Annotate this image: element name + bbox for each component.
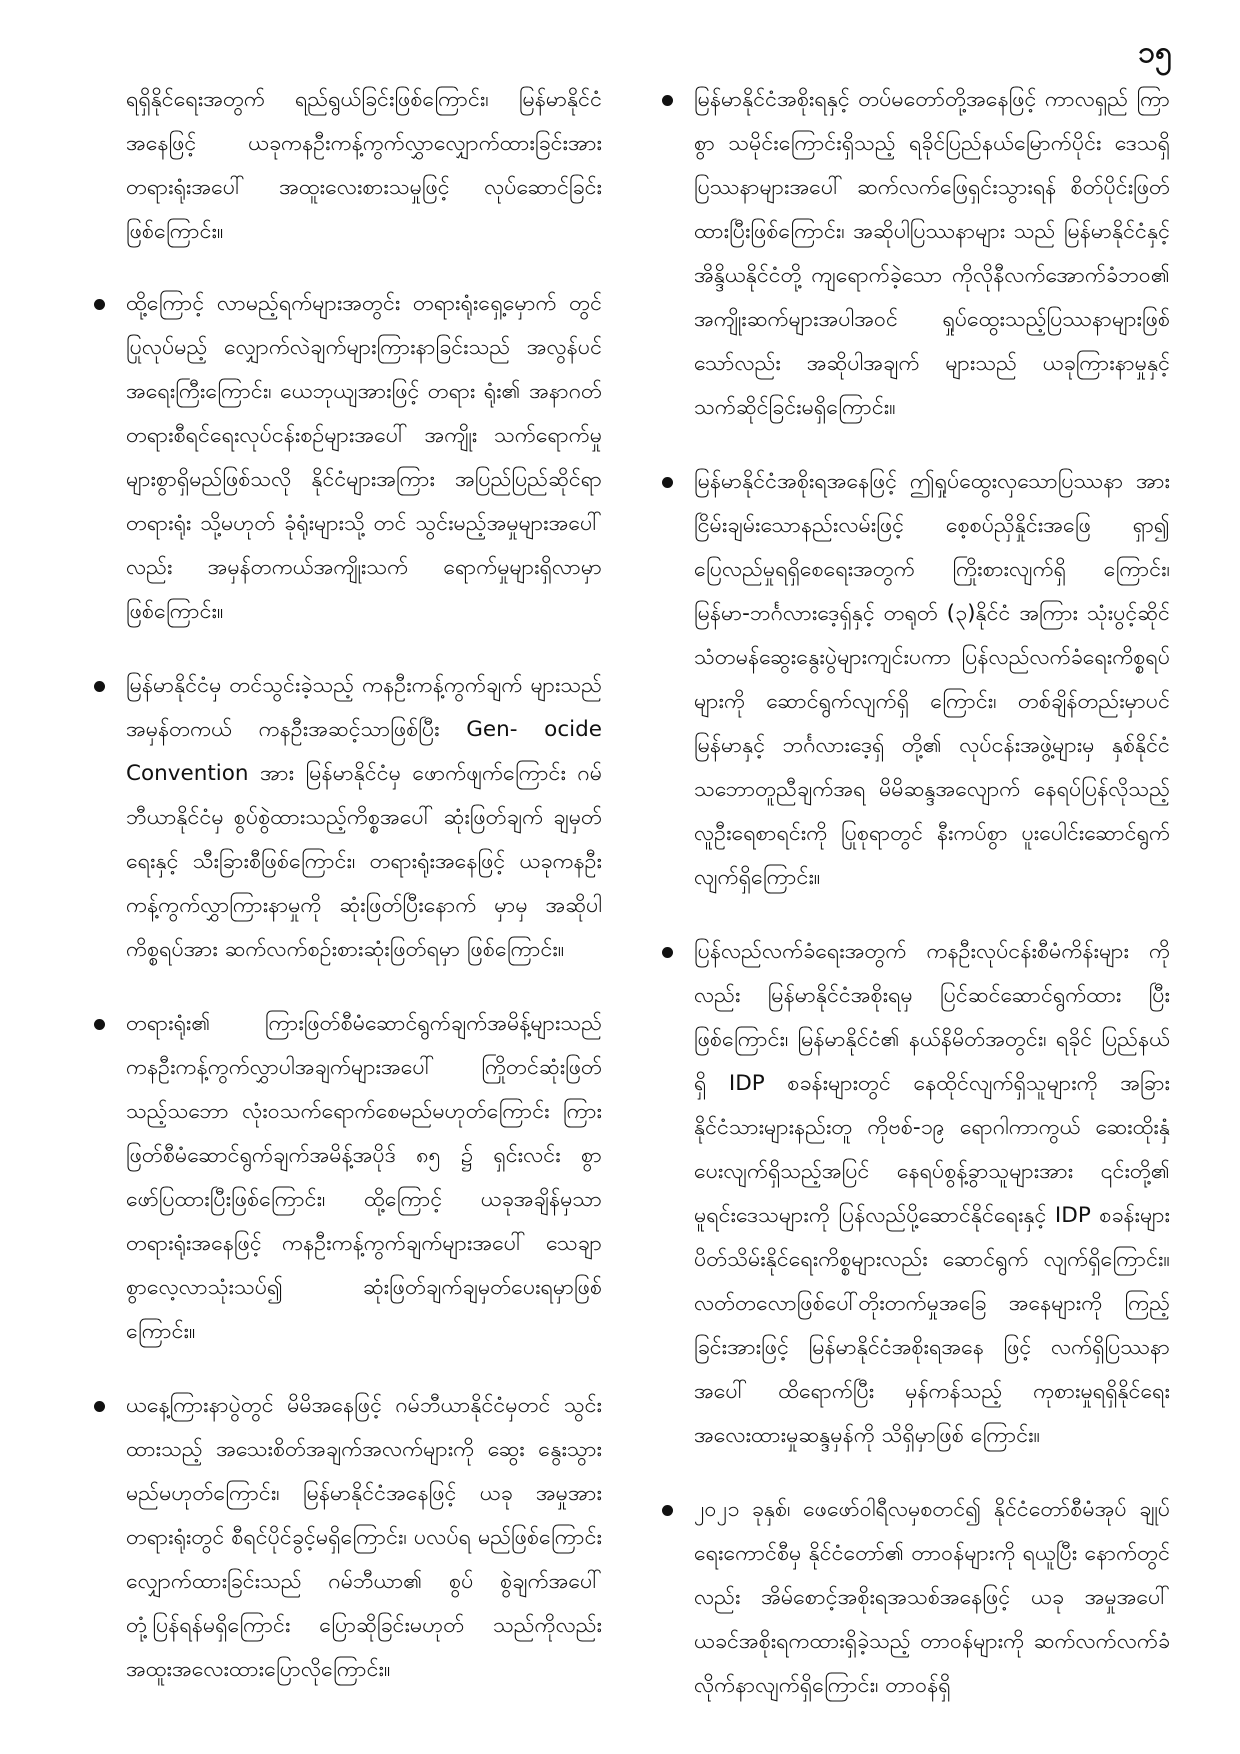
bullet-paragraph xyxy=(92,1002,602,1354)
bullet-icon xyxy=(662,947,673,958)
two-column-body xyxy=(92,78,1170,1738)
bullet-paragraph xyxy=(92,282,602,634)
right-column xyxy=(660,78,1170,1738)
paragraph-text: ပြန်လည်လက်ခံရေးအတွက် ကနဦးလုပ်ငန်းစီမံကိန်းများ ကိုလည်း မြန်မာနိုင်ငံအစိုးရမှ ပြင်ဆင်ဆောင်ရွက်ထား ပြီးဖြစ်ကြောင်း၊ မြန်မာနိုင်ငံ၏ နယ်နိမိတ်အတွင်း၊ ရခိုင် ပြည်နယ်ရှိ IDP စခန်းများတွင် နေထိုင်လျက်ရှိသူများကို အခြားနိုင်ငံသားများနည်းတူ ကိုဗစ်-၁၉ ရောဂါကာကွယ် ဆေးထိုးနှံပေးလျက်ရှိသည့်အပြင် နေရပ်စွန့်ခွာသူများအား ၎င်းတို့၏ မူရင်းဒေသများကို ပြန်လည်ပို့ဆောင်နိုင်ရေးနှင့် IDP စခန်းများ ပိတ်သိမ်းနိုင်ရေးကိစ္စများလည်း ဆောင်ရွက် လျက်ရှိကြောင်း။ လတ်တလောဖြစ်ပေါ်တိုးတက်မှုအခြေ အနေများကို ကြည့်ခြင်းအားဖြင့် မြန်မာနိုင်ငံအစိုးရအနေ ဖြင့် လက်ရှိပြဿနာအပေါ် ထိရောက်ပြီး မှန်ကန်သည့် ကုစားမှုရရှိနိုင်ရေး အလေးထားမှုဆန္ဒမှန်ကို သိရှိမှာဖြစ် ကြောင်း။ xyxy=(694,939,1170,1448)
bullet-paragraph xyxy=(660,930,1170,1458)
bullet-paragraph xyxy=(660,1488,1170,1708)
bullet-icon xyxy=(94,681,105,692)
bullet-icon xyxy=(662,95,673,106)
left-column xyxy=(92,78,602,1738)
paragraph-text: ထို့ကြောင့် လာမည့်ရက်များအတွင်း တရားရုံးရှေ့မှောက် တွင် ပြုလုပ်မည့် လျှောက်လဲချက်များကြားနာခြင်းသည် အလွန်ပင်အရေးကြီးကြောင်း၊ ယေဘုယျအားဖြင့် တရား ရုံး၏ အနာဂတ်တရားစီရင်ရေးလုပ်ငန်းစဉ်များအပေါ် အကျိုး သက်ရောက်မှု များစွာရှိမည်ဖြစ်သလို နိုင်ငံများအကြား အပြည်ပြည်ဆိုင်ရာတရားရုံး သို့မဟုတ် ခုံရုံးများသို့ တင် သွင်းမည့်အမှုများအပေါ်လည်း အမှန်တကယ်အကျိုးသက် ရောက်မှုများရှိလာမှာဖြစ်ကြောင်း။ xyxy=(126,291,602,624)
paragraph-text: တရားရုံး၏ ကြားဖြတ်စီမံဆောင်ရွက်ချက်အမိန့်များသည် ကနဦးကန့်ကွက်လွှာပါအချက်များအပေါ် ကြိုတင်ဆုံးဖြတ် သည့်သဘော လုံးဝသက်ရောက်စေမည်မဟုတ်ကြောင်း ကြားဖြတ်စီမံဆောင်ရွက်ချက်အမိန့်အပိုဒ် ၈၅ ၌ ရှင်းလင်း စွာ ဖော်ပြထားပြီးဖြစ်ကြောင်း၊ ထို့ကြောင့် ယခုအချိန်မှသာ တရားရုံးအနေဖြင့် ကနဦးကန့်ကွက်ချက်များအပေါ် သေချာ စွာလေ့လာသုံးသပ်၍ ဆုံးဖြတ်ချက်ချမှတ်ပေးရမှာဖြစ် ကြောင်း။ xyxy=(126,1011,602,1344)
bullet-icon xyxy=(662,477,673,488)
bullet-paragraph xyxy=(92,1384,602,1692)
paragraph: ရရှိနိုင်ရေးအတွက် ရည်ရွယ်ခြင်းဖြစ်ကြောင်း၊ မြန်မာနိုင်ငံ အနေဖြင့် ယခုကနဦးကန့်ကွက်လွှာလျှောက်ထားခြင်းအား တရားရုံးအပေါ် အထူးလေးစားသမှုဖြင့် လုပ်ဆောင်ခြင်း ဖြစ်ကြောင်း။ xyxy=(126,87,602,244)
paragraph-text: မြန်မာနိုင်ငံမှ တင်သွင်းခဲ့သည့် ကနဦးကန့်ကွက်ချက် များသည် အမှန်တကယ် ကနဦးအဆင့်သာဖြစ်ပြီး Gen- ocide Convention အား မြန်မာနိုင်ငံမှ ဖောက်ဖျက်ကြောင်း ဂမ်ဘီယာနိုင်ငံမှ စွပ်စွဲထားသည့်ကိစ္စအပေါ် ဆုံးဖြတ်ချက် ချမှတ်ရေးနှင့် သီးခြားစီဖြစ်ကြောင်း၊ တရားရုံးအနေဖြင့် ယခုကနဦးကန့်ကွက်လွှာကြားနာမှုကို ဆုံးဖြတ်ပြီးနောက် မှာမှ အဆိုပါကိစ္စရပ်အား ဆက်လက်စဉ်းစားဆုံးဖြတ်ရမှာ ဖြစ်ကြောင်း။ xyxy=(126,673,602,962)
page-number: ၁၅ xyxy=(1138,35,1172,70)
paragraph-text: ယနေ့ကြားနာပွဲတွင် မိမိအနေဖြင့် ဂမ်ဘီယာနိုင်ငံမှတင် သွင်းထားသည့် အသေးစိတ်အချက်အလက်များကို ဆွေး နွေးသွားမည်မဟုတ်ကြောင်း၊ မြန်မာနိုင်ငံအနေဖြင့် ယခု အမှုအား တရားရုံးတွင် စီရင်ပိုင်ခွင့်မရှိကြောင်း၊ ပလပ်ရ မည်ဖြစ်ကြောင်း လျှောက်ထားခြင်းသည် ဂမ်ဘီယာ၏ စွပ် စွဲချက်အပေါ် တုံ့ပြန်ရန်မရှိကြောင်း ပြောဆိုခြင်းမဟုတ် သည်ကိုလည်း အထူးအလေးထားပြောလိုကြောင်း။ xyxy=(126,1393,602,1682)
bullet-paragraph xyxy=(92,664,602,972)
bullet-icon xyxy=(94,299,105,310)
paragraph-text: ၂၀၂၁ ခုနှစ်၊ ဖေဖော်ဝါရီလမှစတင်၍ နိုင်ငံတော်စီမံအုပ် ချုပ်ရေးကောင်စီမှ နိုင်ငံတော်၏ တာဝန်များကို ရယူပြီး နောက်တွင်လည်း အိမ်စောင့်အစိုးရအသစ်အနေဖြင့် ယခု အမှုအပေါ် ယခင်အစိုးရကထားရှိခဲ့သည့် တာဝန်များကို ဆက်လက်လက်ခံလိုက်နာလျက်ရှိကြောင်း၊ တာဝန်ရှိ xyxy=(694,1497,1170,1698)
bullet-icon xyxy=(94,1401,105,1412)
bullet-icon xyxy=(94,1019,105,1030)
paragraph-text: မြန်မာနိုင်ငံအစိုးရအနေဖြင့် ဤရှုပ်ထွေးလှသောပြဿနာ အား ငြိမ်းချမ်းသောနည်းလမ်းဖြင့် စေ့စပ်ညှိနှိုင်းအဖြေ ရှာ၍ ပြေလည်မှုရရှိစေရေးအတွက် ကြိုးစားလျက်ရှိ ကြောင်း၊ မြန်မာ-ဘင်္ဂလားဒေ့ရှ်နှင့် တရုတ် (၃)နိုင်ငံ အကြား သုံးပွင့်ဆိုင် သံတမန်ဆွေးနွေးပွဲများကျင်းပကာ ပြန်လည်လက်ခံရေးကိစ္စရပ်များကို ဆောင်ရွက်လျက်ရှိ ကြောင်း၊ တစ်ချိန်တည်းမှာပင် မြန်မာနှင့် ဘင်္ဂလားဒေ့ရှ် တို့၏ လုပ်ငန်းအဖွဲ့များမှ နှစ်နိုင်ငံသဘောတူညီချက်အရ မိမိဆန္ဒအလျောက် နေရပ်ပြန်လိုသည့် လူဦးရေစာရင်းကို ပြုစုရာတွင် နီးကပ်စွာ ပူးပေါင်းဆောင်ရွက်လျက်ရှိကြောင်း။ xyxy=(694,469,1170,890)
bullet-paragraph xyxy=(660,460,1170,900)
bullet-paragraph xyxy=(660,78,1170,430)
paragraph-text: မြန်မာနိုင်ငံအစိုးရနှင့် တပ်မတော်တို့အနေဖြင့် ကာလရှည် ကြာစွာ သမိုင်းကြောင်းရှိသည့် ရခိုင်ပြည်နယ်မြောက်ပိုင်း ဒေသရှိ ပြဿနာများအပေါ် ဆက်လက်ဖြေရှင်းသွားရန် စိတ်ပိုင်းဖြတ်ထားပြီးဖြစ်ကြောင်း၊ အဆိုပါပြဿနာများ သည် မြန်မာနိုင်ငံနှင့် အိန္ဒိယနိုင်ငံတို့ ကျရောက်ခဲ့သော ကိုလိုနီလက်အောက်ခံဘဝ၏ အကျိုးဆက်များအပါအဝင် ရှုပ်ထွေးသည့်ပြဿနာများဖြစ်သော်လည်း အဆိုပါအချက် များသည် ယခုကြားနာမှုနှင့် သက်ဆိုင်ခြင်းမရှိကြောင်း။ xyxy=(694,87,1170,420)
bullet-icon xyxy=(662,1505,673,1516)
